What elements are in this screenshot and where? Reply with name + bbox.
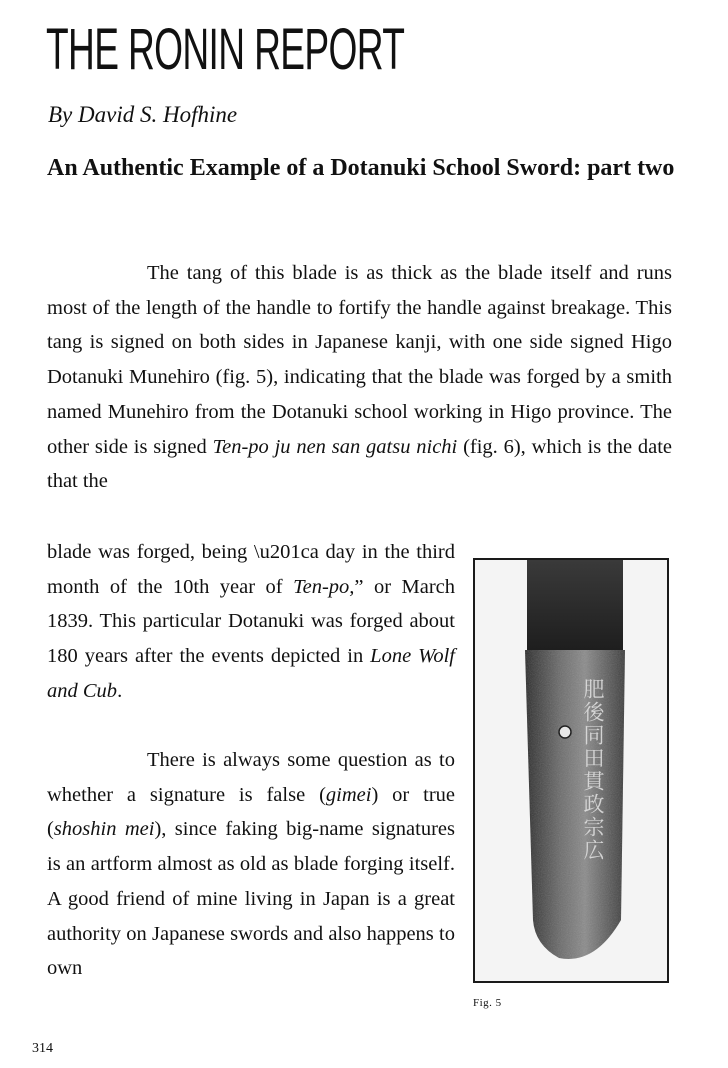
peg-hole <box>559 726 571 738</box>
page-title: THE RONIN REPORT <box>46 17 405 82</box>
paragraph-text: There is always some question as to whether a signature is false ( <box>47 749 455 806</box>
article-subtitle: An Authentic Example of a Dotanuki School Sword: part two <box>47 155 675 181</box>
figure-photo-tang <box>473 558 669 983</box>
paragraph-text: ) or true ( <box>47 783 455 841</box>
tang-photo-illustration <box>475 560 667 981</box>
signature-inscription: 肥後同田貫政宗広 <box>581 678 605 862</box>
italic-text: shoshin mei <box>53 818 155 841</box>
paragraph-text: . <box>117 679 123 702</box>
article-paragraph <box>47 743 455 986</box>
article-paragraph-continued <box>47 535 455 709</box>
paragraph-text: (fig. 6), which is the date that the <box>47 435 673 493</box>
collar-shape <box>527 560 623 650</box>
italic-text: Ten-po, <box>293 575 355 598</box>
paragraph-text: blade was forged, being \u201ca day in the third month of the 10th year of <box>47 541 455 598</box>
italic-text: Lone Wolf and Cub <box>47 645 455 702</box>
italic-text: gimei <box>325 783 372 806</box>
byline: By David S. Hofhine <box>48 102 238 127</box>
paragraph-text: ), since faking big-name signatures is an artform almost as old as blade forging itself. A good friend of mine living in Japan is a great authority on Japanese swords and also happens to own <box>47 818 455 980</box>
paragraph-text: ” or March 1839. This particular Dotanuki was forged about 180 years after the events depicted in <box>47 575 456 668</box>
figure-caption: Fig. 5 <box>473 997 502 1009</box>
page-number: 314 <box>32 1041 53 1056</box>
italic-text: Ten-po ju nen san gatsu nichi <box>212 435 458 458</box>
paragraph-text: The tang of this blade is as thick as the blade itself and runs most of the length of the handle to fortify the handle against breakage. This tang is signed on both sides in Japanese kanji, with one side signed Higo Dotanuki Munehiro (fig. 5), indicating that the blade was forged by a smith named Munehiro from the Dotanuki school working in Higo province. The other side is signed <box>47 262 672 458</box>
article-paragraph <box>47 256 672 499</box>
